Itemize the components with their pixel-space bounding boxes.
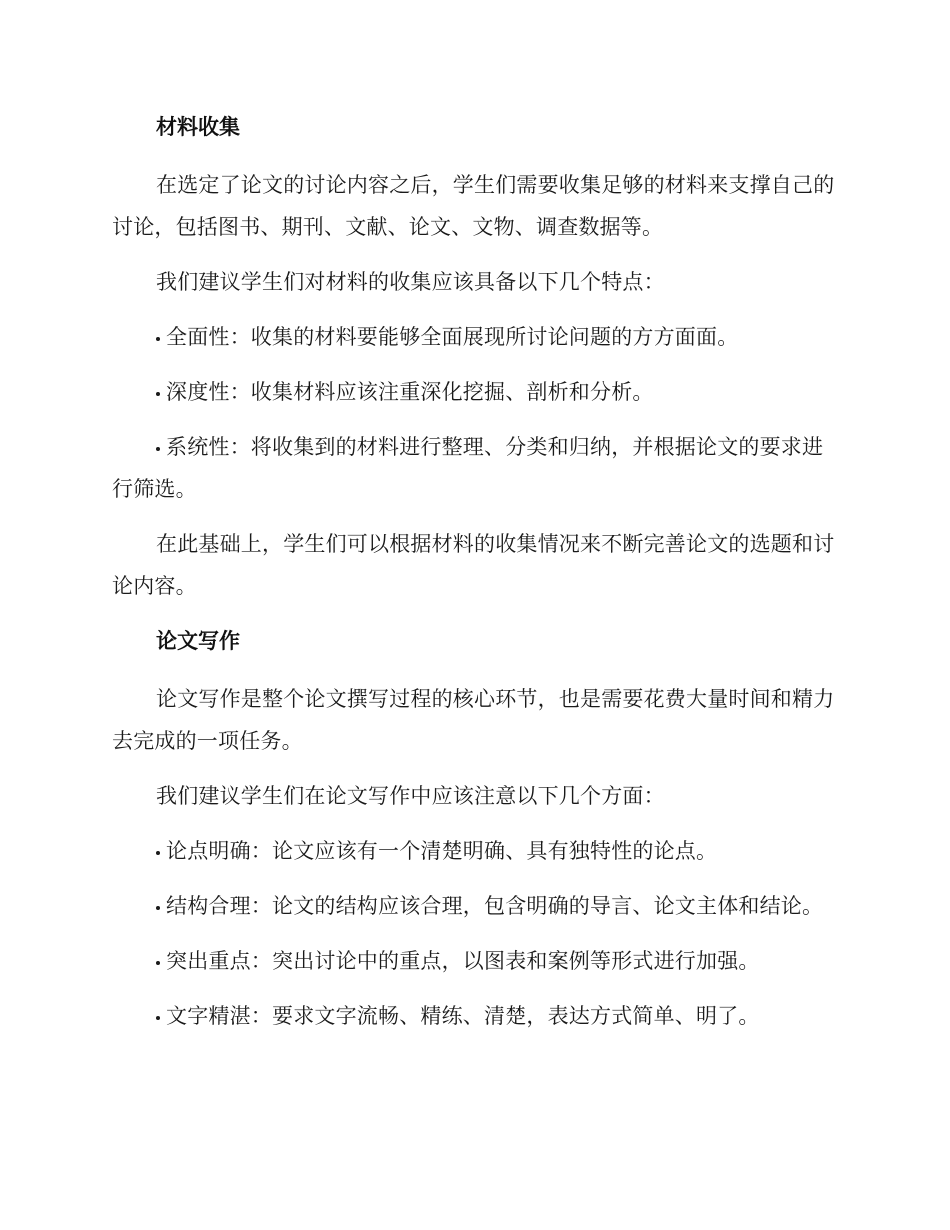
bullet-item xyxy=(112,995,838,1037)
section-heading-paper-writing: 论文写作 xyxy=(156,629,240,653)
bullet-item xyxy=(112,371,838,413)
bullet-dot-icon xyxy=(156,392,160,396)
bullet-text: 深度性：收集材料应该注重深化挖掘、剖析和分析。 xyxy=(166,380,654,404)
bullet-dot-icon xyxy=(156,447,160,451)
paragraph: 我们建议学生们对材料的收集应该具备以下几个特点： xyxy=(156,270,665,294)
paragraph: 在此基础上，学生们可以根据材料的收集情况来不断完善论文的选题和讨论内容。 xyxy=(112,532,835,598)
paragraph: 论文写作是整个论文撰写过程的核心环节，也是需要花费大量时间和精力去完成的一项任务。 xyxy=(112,687,835,753)
bullet-dot-icon xyxy=(156,851,160,855)
bullet-dot-icon xyxy=(156,961,160,965)
bullet-dot-icon xyxy=(156,1016,160,1020)
bullet-text: 文字精湛：要求文字流畅、精练、清楚，表达方式简单、明了。 xyxy=(166,1004,760,1028)
bullet-text: 结构合理：论文的结构应该合理，包含明确的导言、论文主体和结论。 xyxy=(166,894,824,918)
bullet-item xyxy=(112,940,838,982)
section-heading-material-collection: 材料收集 xyxy=(156,115,240,139)
bullet-text: 突出重点：突出讨论中的重点，以图表和案例等形式进行加强。 xyxy=(166,949,760,973)
paragraph: 我们建议学生们在论文写作中应该注意以下几个方面： xyxy=(156,784,665,808)
bullet-item xyxy=(112,885,838,927)
paragraph: 在选定了论文的讨论内容之后，学生们需要收集足够的材料来支撑自己的讨论，包括图书、期刊、文献、论文、文物、调查数据等。 xyxy=(112,173,835,239)
bullet-item xyxy=(112,426,838,510)
bullet-text: 系统性：将收集到的材料进行整理、分类和归纳，并根据论文的要求进行筛选。 xyxy=(112,435,824,501)
bullet-dot-icon xyxy=(156,906,160,910)
document-body xyxy=(112,110,838,1050)
bullet-dot-icon xyxy=(156,337,160,341)
bullet-item xyxy=(112,830,838,872)
bullet-text: 全面性：收集的材料要能够全面展现所讨论问题的方方面面。 xyxy=(166,325,739,349)
bullet-text: 论点明确：论文应该有一个清楚明确、具有独特性的论点。 xyxy=(166,839,718,863)
bullet-item xyxy=(112,316,838,358)
